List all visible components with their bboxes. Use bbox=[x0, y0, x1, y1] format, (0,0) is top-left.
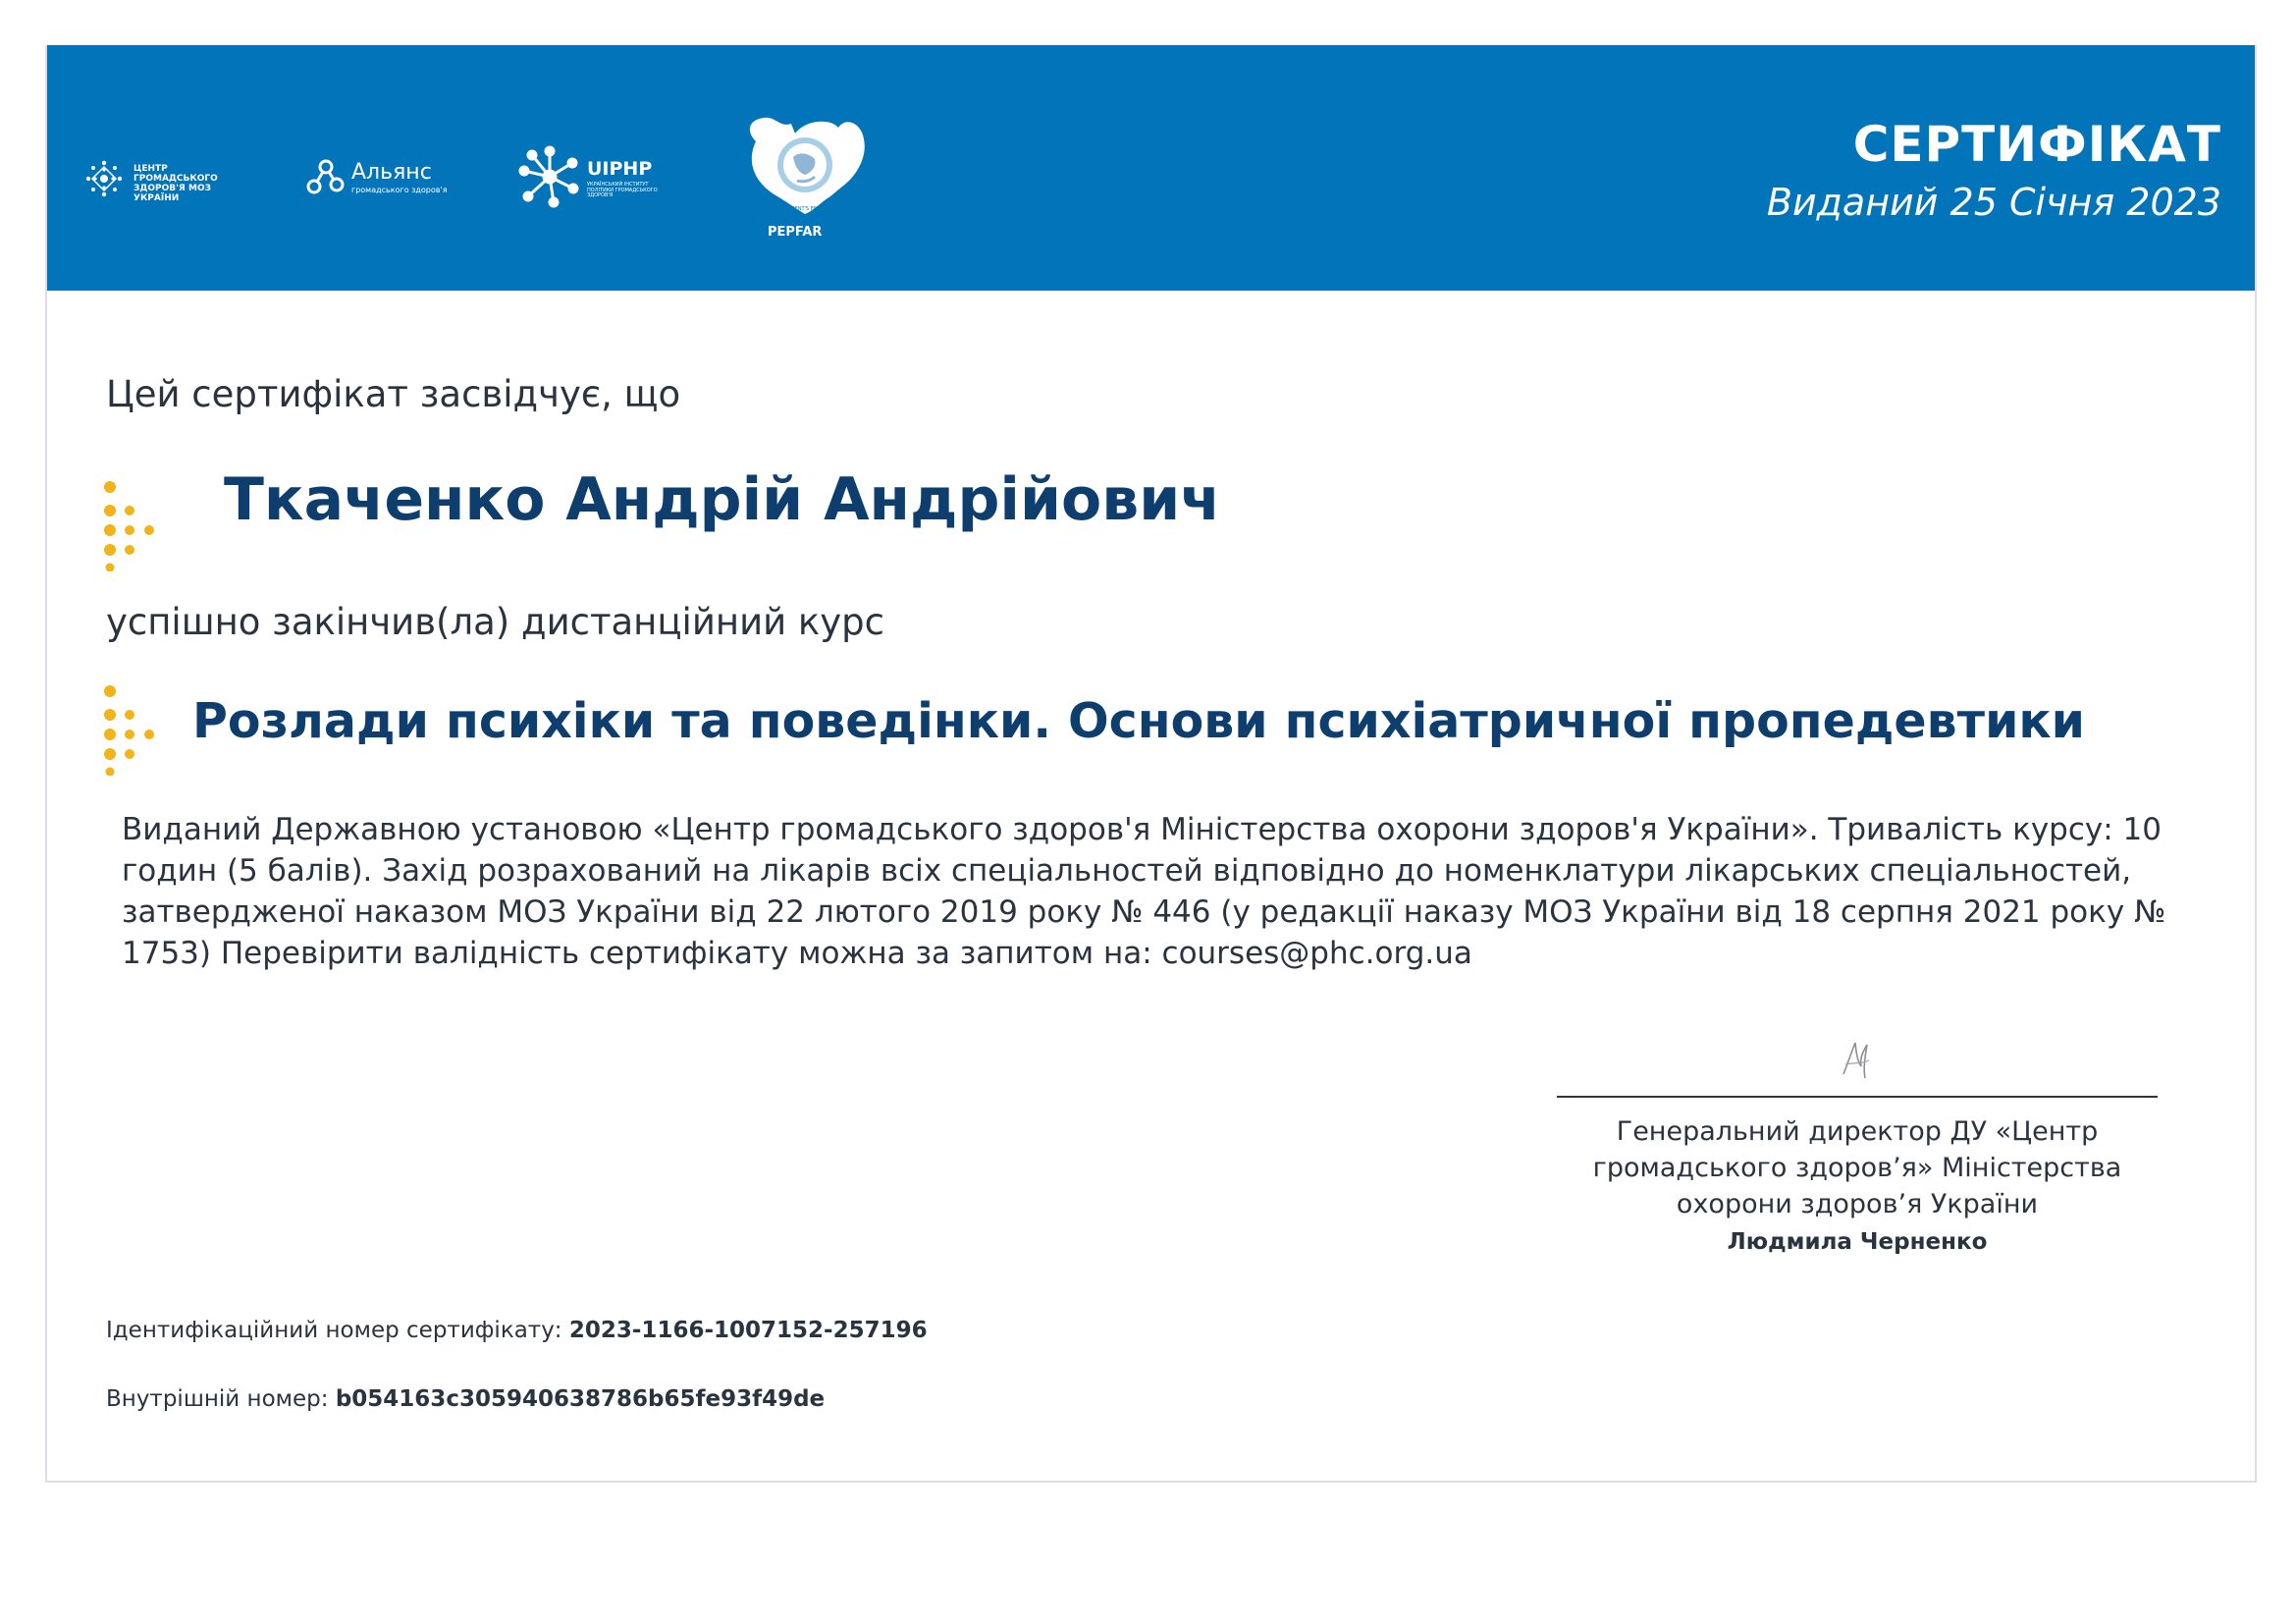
alliance-logo-icon bbox=[304, 155, 347, 198]
uiphp-logo-subtitle: УКРАЇНСЬКИЙ ІНСТИТУТ ПОЛІТИКИ ГРОМАДСЬКОГО ЗДОРОВ'Я bbox=[587, 182, 658, 198]
phc-logo-text: ЦЕНТР ГРОМАДСЬКОГО ЗДОРОВ'Я МОЗ УКРАЇНИ bbox=[133, 164, 218, 203]
accent-dots-icon bbox=[104, 685, 159, 776]
pepfar-seal-icon bbox=[736, 112, 874, 222]
completed-text: успішно закінчив(ла) дистанційний курс bbox=[106, 601, 885, 643]
intro-text: Цей сертифікат засвідчує, що bbox=[106, 373, 681, 415]
certificate-title: СЕРТИФІКАТ bbox=[1852, 116, 2221, 173]
certificate-id bbox=[106, 1318, 928, 1343]
svg-text:THE U.S. PRESIDENT'S EMERGENCY: THE U.S. PRESIDENT'S EMERGENCY PLAN bbox=[754, 206, 856, 212]
issue-date: Виданий 25 Січня 2023 bbox=[1766, 181, 2221, 224]
internal-number-label: Внутрішній номер: bbox=[106, 1386, 329, 1412]
certificate-id-label: Ідентифікаційний номер сертифікату: bbox=[106, 1318, 562, 1343]
internal-number bbox=[106, 1386, 825, 1412]
uiphp-logo bbox=[518, 145, 658, 208]
alliance-logo-name: Альянс bbox=[351, 160, 432, 185]
internal-number-value: b054163c305940638786b65fe93f49de bbox=[335, 1386, 826, 1412]
signature-icon bbox=[1836, 1035, 1875, 1084]
phc-logo-icon bbox=[80, 155, 128, 202]
alliance-logo bbox=[304, 155, 448, 198]
header-banner bbox=[47, 45, 2255, 291]
signer-name: Людмила Черненко bbox=[1727, 1229, 1988, 1255]
alliance-logo-subtitle: громадського здоров'я bbox=[351, 186, 448, 194]
certificate-id-value: 2023-1166-1007152-257196 bbox=[568, 1318, 928, 1343]
signer-position: Генеральний директор ДУ «Центр громадського здоров’я» Міністерства охорони здоров’я України bbox=[1592, 1116, 2122, 1219]
phc-logo bbox=[80, 155, 218, 203]
recipient-name: Ткаченко Андрій Андрійович bbox=[224, 465, 1221, 534]
uiphp-logo-name: UIPHP bbox=[587, 158, 653, 180]
pepfar-logo bbox=[736, 112, 874, 240]
uiphp-logo-icon bbox=[518, 145, 581, 208]
signature-line bbox=[1557, 1096, 2158, 1098]
course-description: Виданий Державною установою «Центр громадського здоров'я Міністерства охорони здоров'я України». Тривалість курсу: 10 годин (5 балів). Захід розрахований на лікарів всіх спеціальностей відповідно до номенклатури лікарських спеціальностей, затвердженої наказом МОЗ України від 22 лютого 2019 року № 446 (у редакції наказу МОЗ України від 18 серпня 2021 року № 1753) Перевірити валідність сертифікату можна за запитом на: courses@phc.org.ua bbox=[122, 812, 2166, 971]
certificate bbox=[45, 45, 2257, 1483]
course-title: Розлади психіки та поведінки. Основи психіатричної пропедевтики bbox=[192, 693, 2085, 749]
accent-dots-icon bbox=[104, 481, 159, 571]
pepfar-logo-name: PEPFAR bbox=[768, 225, 823, 240]
